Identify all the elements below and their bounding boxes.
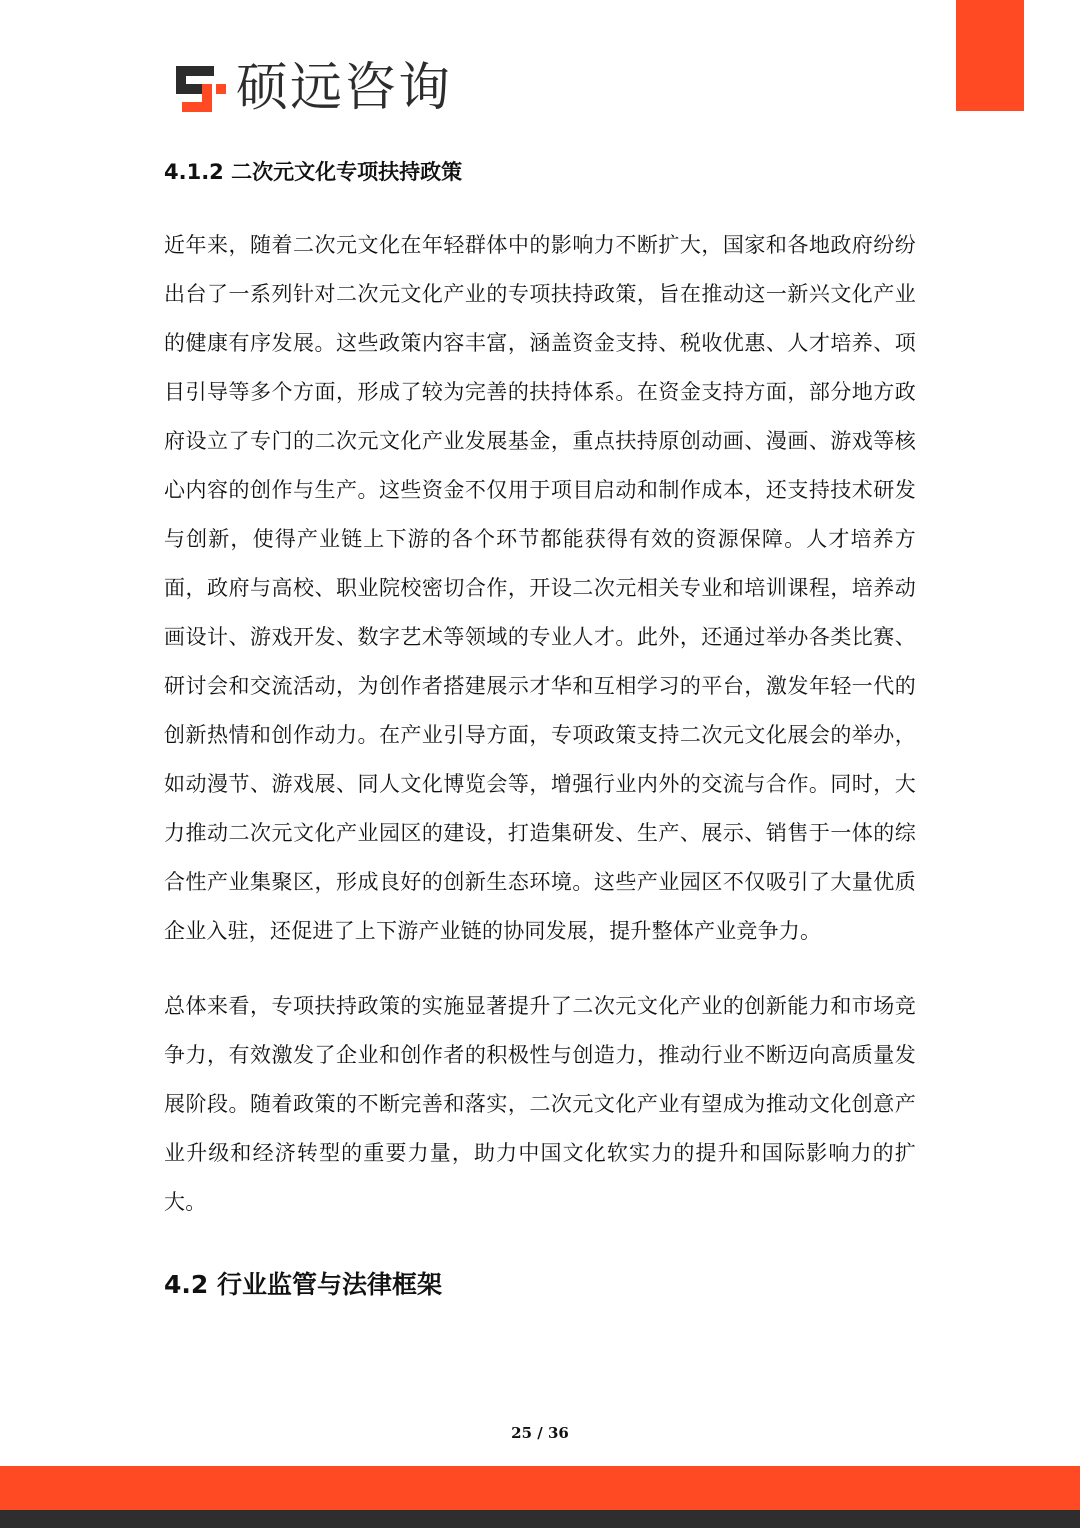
corner-accent-tab [956, 0, 1024, 111]
brand-logo-icon [176, 62, 228, 114]
document-body [164, 150, 916, 1305]
footer-accent-bar [0, 1466, 1080, 1510]
section-heading-4-1-2: 4.1.2 二次元文化专项扶持政策 [164, 160, 463, 184]
section-heading-4-2: 4.2 行业监管与法律框架 [164, 1270, 442, 1299]
body-paragraph-2: 总体来看，专项扶持政策的实施显著提升了二次元文化产业的创新能力和市场竞争力，有效激发了企业和创作者的积极性与创造力，推动行业不断迈向高质量发展阶段。随着政策的不断完善和落实，二次元文化产业有望成为推动文化创意产业升级和经济转型的重要力量，助力中国文化软实力的提升和国际影响力的扩大。 [164, 994, 916, 1214]
page-number: 25 / 36 [511, 1424, 569, 1442]
brand-name: 硕远咨询 [236, 58, 453, 118]
footer-dark-bar [0, 1510, 1080, 1528]
brand-logo [176, 58, 452, 118]
body-paragraph-1: 近年来，随着二次元文化在年轻群体中的影响力不断扩大，国家和各地政府纷纷出台了一系列针对二次元文化产业的专项扶持政策，旨在推动这一新兴文化产业的健康有序发展。这些政策内容丰富，涵盖资金支持、税收优惠、人才培养、项目引导等多个方面，形成了较为完善的扶持体系。在资金支持方面，部分地方政府设立了专门的二次元文化产业发展基金，重点扶持原创动画、漫画、游戏等核心内容的创作与生产。这些资金不仅用于项目启动和制作成本，还支持技术研发与创新，使得产业链上下游的各个环节都能获得有效的资源保障。人才培养方面，政府与高校、职业院校密切合作，开设二次元相关专业和培训课程，培养动画设计、游戏开发、数字艺术等领域的专业人才。此外，还通过举办各类比赛、研讨会和交流活动，为创作者搭建展示才华和互相学习的平台，激发年轻一代的创新热情和创作动力。在产业引导方面，专项政策支持二次元文化展会的举办，如动漫节、游戏展、同人文化博览会等，增强行业内外的交流与合作。同时，大力推动二次元文化产业园区的建设，打造集研发、生产、展示、销售于一体的综合性产业集聚区，形成良好的创新生态环境。这些产业园区不仅吸引了大量优质企业入驻，还促进了上下游产业链的协同发展，提升整体产业竞争力。 [164, 233, 916, 943]
